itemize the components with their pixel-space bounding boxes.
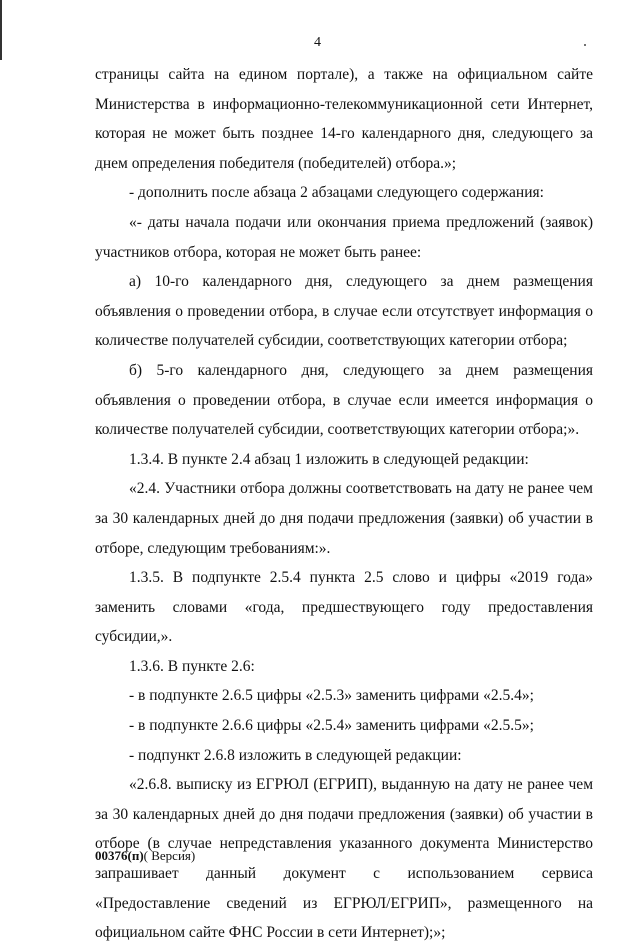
document-version: ( Версия) bbox=[143, 848, 196, 863]
page-number: 4 bbox=[314, 35, 321, 50]
paragraph: «2.4. Участники отбора должны соответствовать на дату не ранее чем за 30 календарных дней до дня подачи предложения (заявки) об участии в отборе, следующим требованиям:». bbox=[95, 480, 593, 557]
paragraph: а) 10-го календарного дня, следующего за днем размещения объявления о проведении отбора, в случае если отсутствует информация о количестве получателей субсидии, соответствующих категории отбора; bbox=[95, 273, 593, 350]
paragraph: - дополнить после абзаца 2 абзацами следующего содержания: bbox=[129, 184, 544, 202]
paragraph: б) 5-го календарного дня, следующего за днем размещения объявления о проведении отбора, в случае если имеется информация о количестве получателей субсидии, соответствующих категории отбора;». bbox=[95, 361, 593, 439]
paragraph: 1.3.4. В пункте 2.4 абзац 1 изложить в следующей редакции: bbox=[129, 450, 529, 468]
paragraph-continuation: страницы сайта на едином портале), а также на официальном сайте Министерства в информационно-телекоммуникационной сети Интернет, которая не может быть позднее 14-го календарного дня, следующего за днем определения победителя (победителей) отбора.»; bbox=[95, 66, 593, 172]
paragraph: «2.6.8. выписку из ЕГРЮЛ (ЕГРИП), выданную на дату не ранее чем за 30 календарных дней до дня подачи предложения (заявки) об участии в отборе (в случае непредставления указанного документа Министерство запрашивает данный документ с использованием сервиса «Предоставление сведений из ЕГРЮЛ/ЕГРИП», размещенного на официальном сайте ФНС России в сети Интернет);»; bbox=[95, 776, 593, 942]
paragraph: «- даты начала подачи или окончания приема предложений (заявок) участников отбора, которая не может быть ранее: bbox=[95, 213, 593, 261]
scan-edge-mark bbox=[0, 0, 2, 60]
document-body bbox=[95, 60, 593, 948]
paragraph: - подпункт 2.6.8 изложить в следующей редакции: bbox=[129, 746, 462, 764]
document-code: 00376(п) bbox=[95, 848, 144, 863]
document-footer bbox=[95, 848, 195, 864]
paragraph: 1.3.6. В пункте 2.6: bbox=[129, 657, 255, 675]
paragraph: - в подпункте 2.6.6 цифры «2.5.4» заменить цифрами «2.5.5»; bbox=[129, 717, 534, 735]
paragraph: 1.3.5. В подпункте 2.5.4 пункта 2.5 слово и цифры «2019 года» заменить словами «года, предшествующего году предоставления субсидии,». bbox=[95, 569, 593, 646]
paragraph: - в подпункте 2.6.5 цифры «2.5.3» заменить цифрами «2.5.4»; bbox=[129, 687, 534, 705]
